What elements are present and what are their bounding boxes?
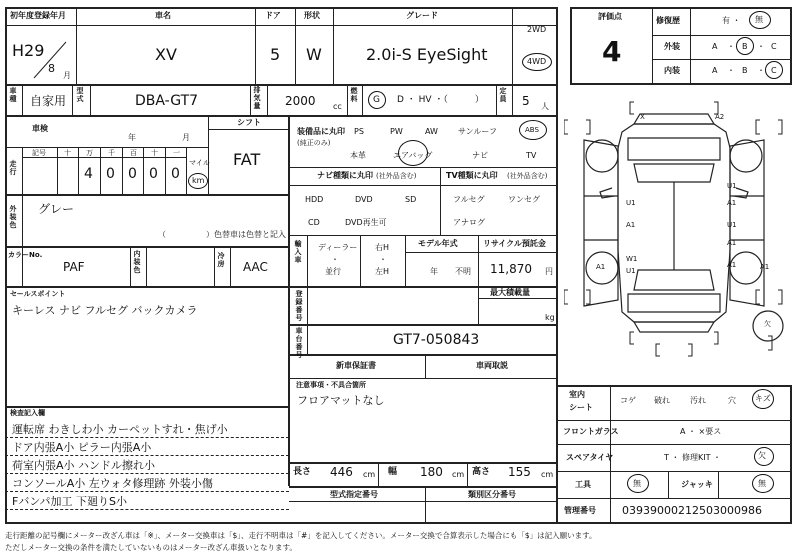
diagram-mark: U1 <box>626 267 636 275</box>
equip-aw: AW <box>425 127 438 136</box>
tools-value: 無 <box>633 479 641 488</box>
dot: ・ <box>727 42 735 51</box>
color-note: （ ）色替車は色替と記入 <box>158 230 286 239</box>
footer-line-2: ただしメーター交換の条件を満たしていないものはメーター改ざん車扱いとなります。 <box>5 543 297 552</box>
tools-label: 工具 <box>575 480 591 489</box>
equip-pw: PW <box>390 127 403 136</box>
seat-option: 汚れ <box>690 396 706 405</box>
inspector-line: 運転席 わきしわ小 カーペットすれ・焦げ小 <box>12 423 228 436</box>
import-parallel: 並行 <box>325 267 341 276</box>
glass-label: フロントガラス <box>563 427 619 436</box>
recycle-yen: 円 <box>545 267 553 276</box>
jack-label: ジャッキ <box>681 480 713 489</box>
exterior-a: A <box>712 42 718 51</box>
footer-line-1: 走行距離の記号欄にメーター改ざん車は「※」、メーター交換車は「$」、走行不明車は「#」を記入してください。メーター交換で合算表示した場合にも「$」は記入願います。 <box>5 531 597 540</box>
tv-fullseg: フルセグ <box>453 195 485 204</box>
equip-ps: PS <box>354 127 364 136</box>
score-label: 評価点 <box>598 12 622 21</box>
reg-month-unit: 月 <box>63 71 71 80</box>
diagram-mark: U1 <box>727 221 737 229</box>
import-label: 輸入車 <box>294 240 302 264</box>
interior-label: 内装 <box>664 66 680 75</box>
notes: フロアマットなし <box>297 394 385 407</box>
nav-cd: CD <box>308 218 320 227</box>
width-label: 幅 <box>388 467 398 477</box>
diagram-mark: X <box>640 113 645 121</box>
management-number: 03939000212503000986 <box>622 504 762 517</box>
seat-label-2: シート <box>569 403 593 412</box>
car-name-label: 車名 <box>155 11 171 20</box>
exterior-c: C <box>771 42 777 51</box>
diagram-mark: U1 <box>727 182 737 190</box>
shaken-year-unit: 年 <box>128 133 136 142</box>
grade: 2.0i-S EyeSight <box>366 45 488 64</box>
width-unit: cm <box>452 470 465 479</box>
equipment-subtitle: (純正のみ) <box>297 139 331 147</box>
usage-label: 車種 <box>9 87 17 103</box>
jack-value: 無 <box>758 479 766 488</box>
inspector-line: 荷室内張A小 ハンドル擦れ小 <box>12 459 156 472</box>
repair-value: 無 <box>755 15 763 24</box>
equip-leather: 本革 <box>350 151 366 160</box>
usage: 自家用 <box>30 94 67 108</box>
recycle-label: リサイクル預託金 <box>483 239 546 248</box>
color-label: 外装色 <box>9 205 17 229</box>
dot: ・ <box>331 255 339 264</box>
repair-options: 有 ・ <box>722 16 741 25</box>
nav-hdd: HDD <box>305 195 324 204</box>
equip-abs: ABS <box>525 126 539 134</box>
tv-title: TV種類に丸印 <box>446 171 498 180</box>
model-year-unknown: 不明 <box>455 267 471 276</box>
grade-label: グレード <box>406 11 438 20</box>
interior-color-label: 内装色 <box>133 250 141 274</box>
capacity: 5 <box>522 94 530 108</box>
length-unit: cm <box>363 470 376 479</box>
recycle-amount: 11,870 <box>490 262 532 276</box>
seat-option: 破れ <box>654 396 670 405</box>
sales-points-label: セールスポイント <box>10 290 66 298</box>
digit-header-5: 十 <box>151 149 158 157</box>
diagram-mark: A1 <box>596 263 606 271</box>
digit-header-6: 一 <box>173 149 180 157</box>
interior-a: A <box>712 66 718 75</box>
mileage-digit: 0 <box>106 166 115 182</box>
tv-sub: (社外品含む) <box>507 172 548 180</box>
dot: ・ <box>727 66 735 75</box>
model-year-label: モデル年式 <box>418 239 458 248</box>
doors: 5 <box>270 45 281 64</box>
chassis-label: 車台番号 <box>295 327 303 359</box>
interior-c: C <box>771 66 777 75</box>
drive-4wd: 4WD <box>527 57 547 66</box>
seat-option: コゲ <box>620 396 636 405</box>
length-label: 長さ <box>293 467 312 477</box>
equipment-title: 装備品に丸印 <box>297 127 345 136</box>
capacity-unit: 人 <box>541 102 549 111</box>
digit-header-2: 万 <box>86 149 93 157</box>
spare-options: T ・ 修理KIT ・ <box>664 453 722 462</box>
shape: W <box>306 45 322 64</box>
mileage-digit: 0 <box>128 166 137 182</box>
km-label: km <box>192 176 205 185</box>
ac-label: 冷房 <box>217 252 225 268</box>
seat-option: 穴 <box>728 396 736 405</box>
color: グレー <box>38 202 75 216</box>
color-code-label: カラーNo. <box>8 251 43 259</box>
import-dealer: ディーラー <box>318 243 358 252</box>
diagram-mark: U1 <box>626 199 636 207</box>
nav-dvd: DVD <box>355 195 373 204</box>
digit-header-3: 千 <box>108 149 115 157</box>
drive-2wd: 2WD <box>527 25 547 34</box>
diagram-mark: W1 <box>626 255 638 263</box>
spare-label: スペアタイヤ <box>566 453 614 462</box>
inspector-line: ドア内張A小 ピラー内張A小 <box>12 441 152 454</box>
length: 446 <box>330 465 353 479</box>
sales-points: キーレス ナビ フルセグ バックカメラ <box>12 304 198 317</box>
height: 155 <box>508 465 531 479</box>
score: 4 <box>602 35 622 68</box>
tv-analog: アナログ <box>453 218 485 227</box>
fuel-options: D ・ HV ・（ ） <box>397 95 484 105</box>
nav-title: ナビ種類に丸印 <box>317 171 373 180</box>
cc-unit: cc <box>333 102 342 111</box>
mileage-label: 走行 <box>9 160 17 176</box>
shaken-label: 車検 <box>32 124 48 133</box>
tv-oneseg: ワンセグ <box>508 195 540 204</box>
digit-header-0: 記号 <box>32 149 46 157</box>
equip-tv: TV <box>526 151 537 160</box>
shape-label: 形状 <box>304 11 320 20</box>
digit-header-1: 十 <box>64 149 71 157</box>
seat-circled: キズ <box>755 394 771 403</box>
model-year-unit: 年 <box>430 267 438 276</box>
exterior-b: B <box>742 42 748 51</box>
max-load-label: 最大積載量 <box>490 288 530 297</box>
equip-navi: ナビ <box>472 151 488 160</box>
diagram-mark: 欠 <box>764 320 771 328</box>
fuel-g: G <box>373 95 380 105</box>
fuel-label: 燃料 <box>350 87 358 103</box>
dot: ・ <box>757 66 765 75</box>
nav-sub: (社外品含む) <box>376 172 417 180</box>
diagram-mark: A2 <box>715 113 725 121</box>
import-left-h: 左H <box>375 267 390 276</box>
digit-header-4: 百 <box>130 149 137 157</box>
nav-sd: SD <box>405 195 417 204</box>
car-damage-diagram <box>564 100 794 375</box>
diagram-mark: A1 <box>626 221 636 229</box>
vehicle-manual: 車両取説 <box>476 361 508 370</box>
inspector-line: コンソールA小 左ウォタ修理跡 外装小傷 <box>12 477 213 490</box>
notes-label: 注意事項・不具合箇所 <box>296 381 366 389</box>
reg-number-label: 登録番号 <box>295 290 303 322</box>
height-unit: cm <box>541 470 554 479</box>
model-label: 型式 <box>76 87 84 103</box>
kg-unit: kg <box>545 313 555 322</box>
repair-label: 修復歴 <box>656 16 680 25</box>
ac: AAC <box>243 260 268 274</box>
exterior-label: 外装 <box>664 42 680 51</box>
mileage-digit: 0 <box>171 166 180 182</box>
reg-year: H29 <box>12 41 45 60</box>
mileage-digit: 0 <box>149 166 158 182</box>
interior-b: B <box>742 66 748 75</box>
shift: FAT <box>233 150 261 169</box>
color-code: PAF <box>63 260 85 274</box>
glass-value: A ・ ×要ス <box>680 427 722 436</box>
inspector-line: Fバンパ加工 下廻りS小 <box>12 495 128 508</box>
chassis-number: GT7-050843 <box>393 332 480 348</box>
mile-label: マイル <box>189 159 210 167</box>
import-right-h: 右H <box>375 243 390 252</box>
nav-dvd-play: DVD再生可 <box>345 218 387 227</box>
dot: ・ <box>379 255 387 264</box>
mileage-digit: 4 <box>84 166 93 182</box>
capacity-label: 定員 <box>499 87 507 103</box>
width: 180 <box>420 465 443 479</box>
car-name: XV <box>155 45 177 64</box>
type-designation-label: 型式指定番号 <box>330 490 378 499</box>
diagram-mark: A1 <box>727 239 737 247</box>
diagram-mark: A1 <box>727 261 737 269</box>
management-label: 管理番号 <box>564 506 596 515</box>
seat-label-1: 室内 <box>569 390 585 399</box>
diagram-mark: A1 <box>727 199 737 207</box>
reg-month: 8 <box>48 62 55 75</box>
diagram-mark: A1 <box>760 263 770 271</box>
displacement: 2000 <box>285 94 316 108</box>
inspector-label: 検査記入欄 <box>10 409 45 417</box>
height-label: 高さ <box>472 467 491 477</box>
equip-airbag: エアバッグ <box>393 151 433 160</box>
model: DBA-GT7 <box>135 93 199 109</box>
dot: ・ <box>757 42 765 51</box>
spare-circled: 欠 <box>758 451 766 460</box>
first-reg-label: 初年度登録年月 <box>10 11 66 20</box>
displacement-label: 排気量 <box>253 86 261 110</box>
equip-sunroof: サンルーフ <box>458 127 497 136</box>
shift-label: シフト <box>237 118 261 127</box>
new-warranty: 新車保証書 <box>336 361 376 370</box>
shaken-month-unit: 月 <box>182 133 190 142</box>
door-label: ドア <box>265 11 281 20</box>
category-label: 類別区分番号 <box>468 490 516 499</box>
